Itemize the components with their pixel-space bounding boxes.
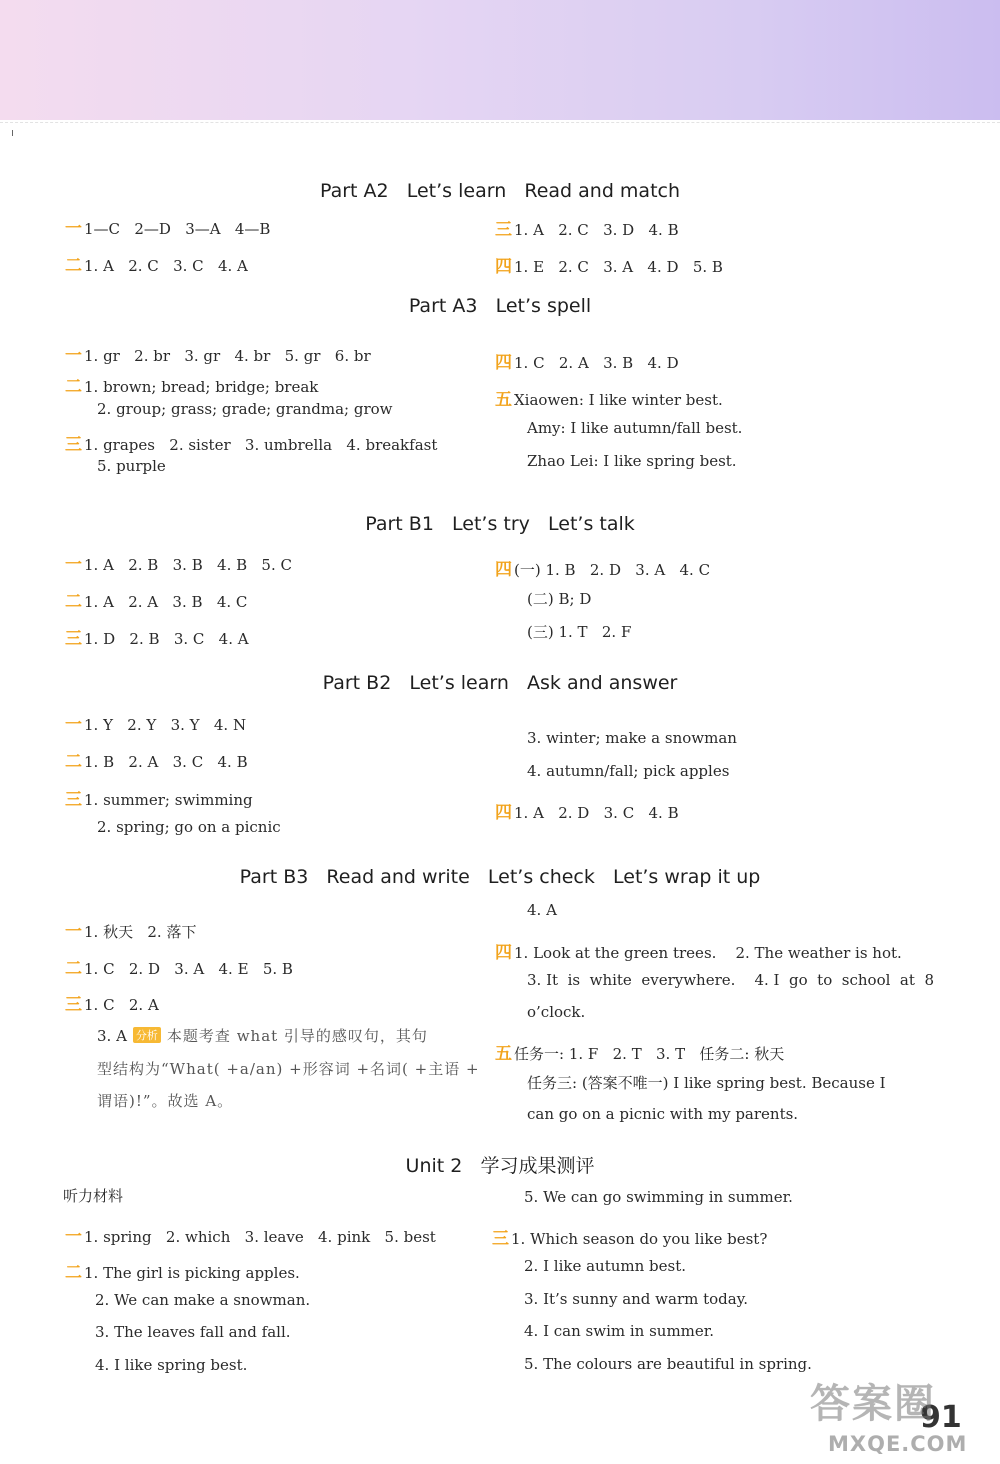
answer-line bbox=[524, 1355, 812, 1373]
item-number: 一 bbox=[65, 1227, 82, 1247]
item-number: 二 bbox=[65, 592, 82, 612]
analysis-line bbox=[97, 1025, 428, 1046]
answer-line bbox=[65, 587, 247, 612]
item-number: 四 bbox=[495, 560, 512, 580]
answer-text: 1. C 2. D 3. A 4. E 5. B bbox=[84, 960, 293, 978]
answer-line bbox=[495, 252, 723, 277]
answer-text: 任务一: 1. F 2. T 3. T 任务二: 秋天 bbox=[514, 1045, 785, 1063]
answer-text: 1. A 2. D 3. C 4. B bbox=[514, 804, 679, 822]
item-number: 二 bbox=[65, 752, 82, 772]
answer-line bbox=[527, 729, 737, 747]
item-number: 三 bbox=[65, 629, 82, 649]
answer-line bbox=[95, 1356, 247, 1374]
answer-line bbox=[527, 452, 737, 470]
answer-line bbox=[65, 747, 248, 772]
answer-text: 1. 秋天 2. 落下 bbox=[84, 923, 197, 941]
answer-line bbox=[524, 1257, 686, 1275]
answer-line bbox=[65, 624, 249, 649]
answer-line bbox=[65, 954, 293, 979]
answer-text: 1. D 2. B 3. C 4. A bbox=[84, 630, 249, 648]
answer-line bbox=[495, 1039, 784, 1064]
answer-line bbox=[495, 215, 679, 240]
item-number: 四 bbox=[495, 257, 512, 277]
item-number: 四 bbox=[495, 803, 512, 823]
item-number: 三 bbox=[492, 1229, 509, 1249]
answer-text: (三) 1. T 2. F bbox=[527, 623, 632, 641]
answer-text: (一) 1. B 2. D 3. A 4. C bbox=[514, 561, 711, 579]
answer-text: 4. A bbox=[527, 901, 557, 919]
answer-line bbox=[495, 798, 679, 823]
answer-line bbox=[495, 385, 723, 410]
answer-text: 1. A 2. A 3. B 4. C bbox=[84, 593, 248, 611]
page-number: 91 bbox=[920, 1400, 962, 1435]
answer-line bbox=[524, 1322, 714, 1340]
answer-line bbox=[495, 555, 710, 580]
answer-line bbox=[527, 901, 557, 919]
answer-text: 5. The colours are beautiful in spring. bbox=[524, 1355, 812, 1373]
answer-text: Zhao Lei: I like spring best. bbox=[527, 452, 737, 470]
section-title-b1: Part B1 Let’s try Let’s talk bbox=[365, 513, 635, 535]
answer-line bbox=[527, 971, 934, 989]
answer-text: 4. autumn/fall; pick apples bbox=[527, 762, 730, 780]
answer-text: 3. The leaves fall and fall. bbox=[95, 1323, 291, 1341]
answer-text: 1. A 2. B 3. B 4. B 5. C bbox=[84, 556, 292, 574]
answer-text: 4. I like spring best. bbox=[95, 1356, 248, 1374]
item-number: 三 bbox=[495, 220, 512, 240]
item-number: 二 bbox=[65, 959, 82, 979]
item-number: 一 bbox=[65, 219, 82, 239]
answer-text: 1—C 2—D 3—A 4—B bbox=[84, 220, 271, 238]
answer-text: 2. group; grass; grade; grandma; grow bbox=[97, 400, 393, 418]
answer-line bbox=[527, 621, 631, 642]
item-number: 一 bbox=[65, 715, 82, 735]
answer-text: 1. The girl is picking apples. bbox=[84, 1264, 300, 1282]
margin-tick bbox=[12, 130, 13, 136]
item-number: 三 bbox=[65, 435, 82, 455]
section-title-b2: Part B2 Let’s learn Ask and answer bbox=[322, 672, 678, 694]
item-number: 二 bbox=[65, 377, 82, 397]
answer-text: 1. spring 2. which 3. leave 4. pink 5. best bbox=[84, 1228, 436, 1246]
item-number: 三 bbox=[65, 790, 82, 810]
answer-text: 1. C 2. A bbox=[84, 996, 159, 1014]
answer-text: 任务三: (答案不唯一) I like spring best. Because I bbox=[527, 1074, 886, 1092]
item-number: 五 bbox=[495, 1044, 512, 1064]
answer-line bbox=[65, 372, 318, 397]
answer-text: 1. Look at the green trees. 2. The weather is hot. bbox=[514, 944, 902, 962]
answer-text: 1. summer; swimming bbox=[84, 791, 253, 809]
answer-line bbox=[65, 917, 196, 942]
answer-line bbox=[97, 400, 393, 418]
analysis-badge: 分析 bbox=[133, 1027, 161, 1043]
answer-text: can go on a picnic with my parents. bbox=[527, 1105, 799, 1123]
answer-line bbox=[97, 457, 166, 475]
item-number: 二 bbox=[65, 1263, 82, 1283]
answer-line bbox=[527, 419, 742, 437]
answer-line bbox=[492, 1224, 767, 1249]
item-number: 一 bbox=[65, 922, 82, 942]
answer-line bbox=[65, 710, 246, 735]
watermark-logo: 答案圈 bbox=[810, 1381, 936, 1427]
answer-text: Xiaowen: I like winter best. bbox=[514, 391, 723, 409]
answer-text: 3. winter; make a snowman bbox=[527, 729, 737, 747]
answer-text: 2. We can make a snowman. bbox=[95, 1291, 311, 1309]
section-title-b3: Part B3 Read and write Let’s check Let’s wrap it up bbox=[239, 866, 761, 888]
answer-line bbox=[527, 588, 591, 609]
answer-line bbox=[65, 214, 270, 239]
answer-line bbox=[527, 1003, 585, 1021]
answer-text: 4. I can swim in summer. bbox=[524, 1322, 715, 1340]
answer-text: 1. C 2. A 3. B 4. D bbox=[514, 354, 679, 372]
answer-text: 2. I like autumn best. bbox=[524, 1257, 687, 1275]
answer-line bbox=[65, 1258, 300, 1283]
header-banner bbox=[0, 0, 1000, 120]
analysis-line: 谓语)!”。故选 A。 bbox=[97, 1092, 234, 1110]
item-number: 一 bbox=[65, 346, 82, 366]
item-number: 一 bbox=[65, 555, 82, 575]
answer-line bbox=[65, 1222, 436, 1247]
item-number: 三 bbox=[65, 995, 82, 1015]
answer-text: 1. Which season do you like best? bbox=[511, 1230, 768, 1248]
answer-text: 5. We can go swimming in summer. bbox=[524, 1188, 793, 1206]
answer-text: 1. gr 2. br 3. gr 4. br 5. gr 6. br bbox=[84, 347, 371, 365]
item-number: 四 bbox=[495, 353, 512, 373]
watermark-url: MXQE.COM bbox=[828, 1432, 968, 1456]
answer-text: o’clock. bbox=[527, 1003, 586, 1021]
unit-title: Unit 2 学习成果测评 bbox=[405, 1155, 595, 1177]
answer-text: 1. Y 2. Y 3. Y 4. N bbox=[84, 716, 247, 734]
section-title-a3: Part A3 Let’s spell bbox=[408, 295, 592, 317]
analysis-line: 型结构为“What( +a/an) +形容词 +名词( +主语 + bbox=[97, 1060, 480, 1078]
answer-text: 1. B 2. A 3. C 4. B bbox=[84, 753, 248, 771]
answer-line bbox=[495, 348, 679, 373]
answer-line bbox=[527, 1105, 798, 1123]
section-title-a2: Part A2 Let’s learn Read and match bbox=[319, 180, 681, 202]
listening-label: 听力材料 bbox=[63, 1187, 124, 1205]
answer-line bbox=[65, 251, 248, 276]
answer-line bbox=[95, 1323, 291, 1341]
item-number: 二 bbox=[65, 256, 82, 276]
analysis-text: 本题考查 what 引导的感叹句，其句 bbox=[166, 1027, 428, 1045]
answer-text: 3. A bbox=[97, 1027, 127, 1045]
answer-line bbox=[495, 938, 902, 963]
item-number: 五 bbox=[495, 390, 512, 410]
answer-line bbox=[65, 990, 159, 1015]
answer-text: 1. A 2. C 3. C 4. A bbox=[84, 257, 248, 275]
answer-line bbox=[97, 818, 281, 836]
answer-line bbox=[524, 1188, 793, 1206]
answer-text: 3. It is white everywhere. 4. I go to school at 8 bbox=[527, 971, 934, 989]
answer-text: Amy: I like autumn/fall best. bbox=[527, 419, 743, 437]
answer-line bbox=[95, 1291, 310, 1309]
answer-text: (二) B; D bbox=[527, 590, 592, 608]
answer-text: 5. purple bbox=[97, 457, 166, 475]
answer-text: 1. A 2. C 3. D 4. B bbox=[514, 221, 679, 239]
answer-text: 1. brown; bread; bridge; break bbox=[84, 378, 319, 396]
answer-text: 1. grapes 2. sister 3. umbrella 4. breakfast bbox=[84, 436, 438, 454]
answer-text: 1. E 2. C 3. A 4. D 5. B bbox=[514, 258, 723, 276]
item-number: 四 bbox=[495, 943, 512, 963]
answer-line bbox=[524, 1290, 748, 1308]
answer-line bbox=[65, 785, 253, 810]
answer-line bbox=[65, 430, 437, 455]
answer-text: 3. It’s sunny and warm today. bbox=[524, 1290, 748, 1308]
answer-line bbox=[65, 341, 371, 366]
answer-line bbox=[527, 762, 729, 780]
answer-text: 2. spring; go on a picnic bbox=[97, 818, 281, 836]
answer-line bbox=[65, 550, 292, 575]
answer-line bbox=[527, 1072, 886, 1093]
header-divider bbox=[0, 122, 1000, 123]
